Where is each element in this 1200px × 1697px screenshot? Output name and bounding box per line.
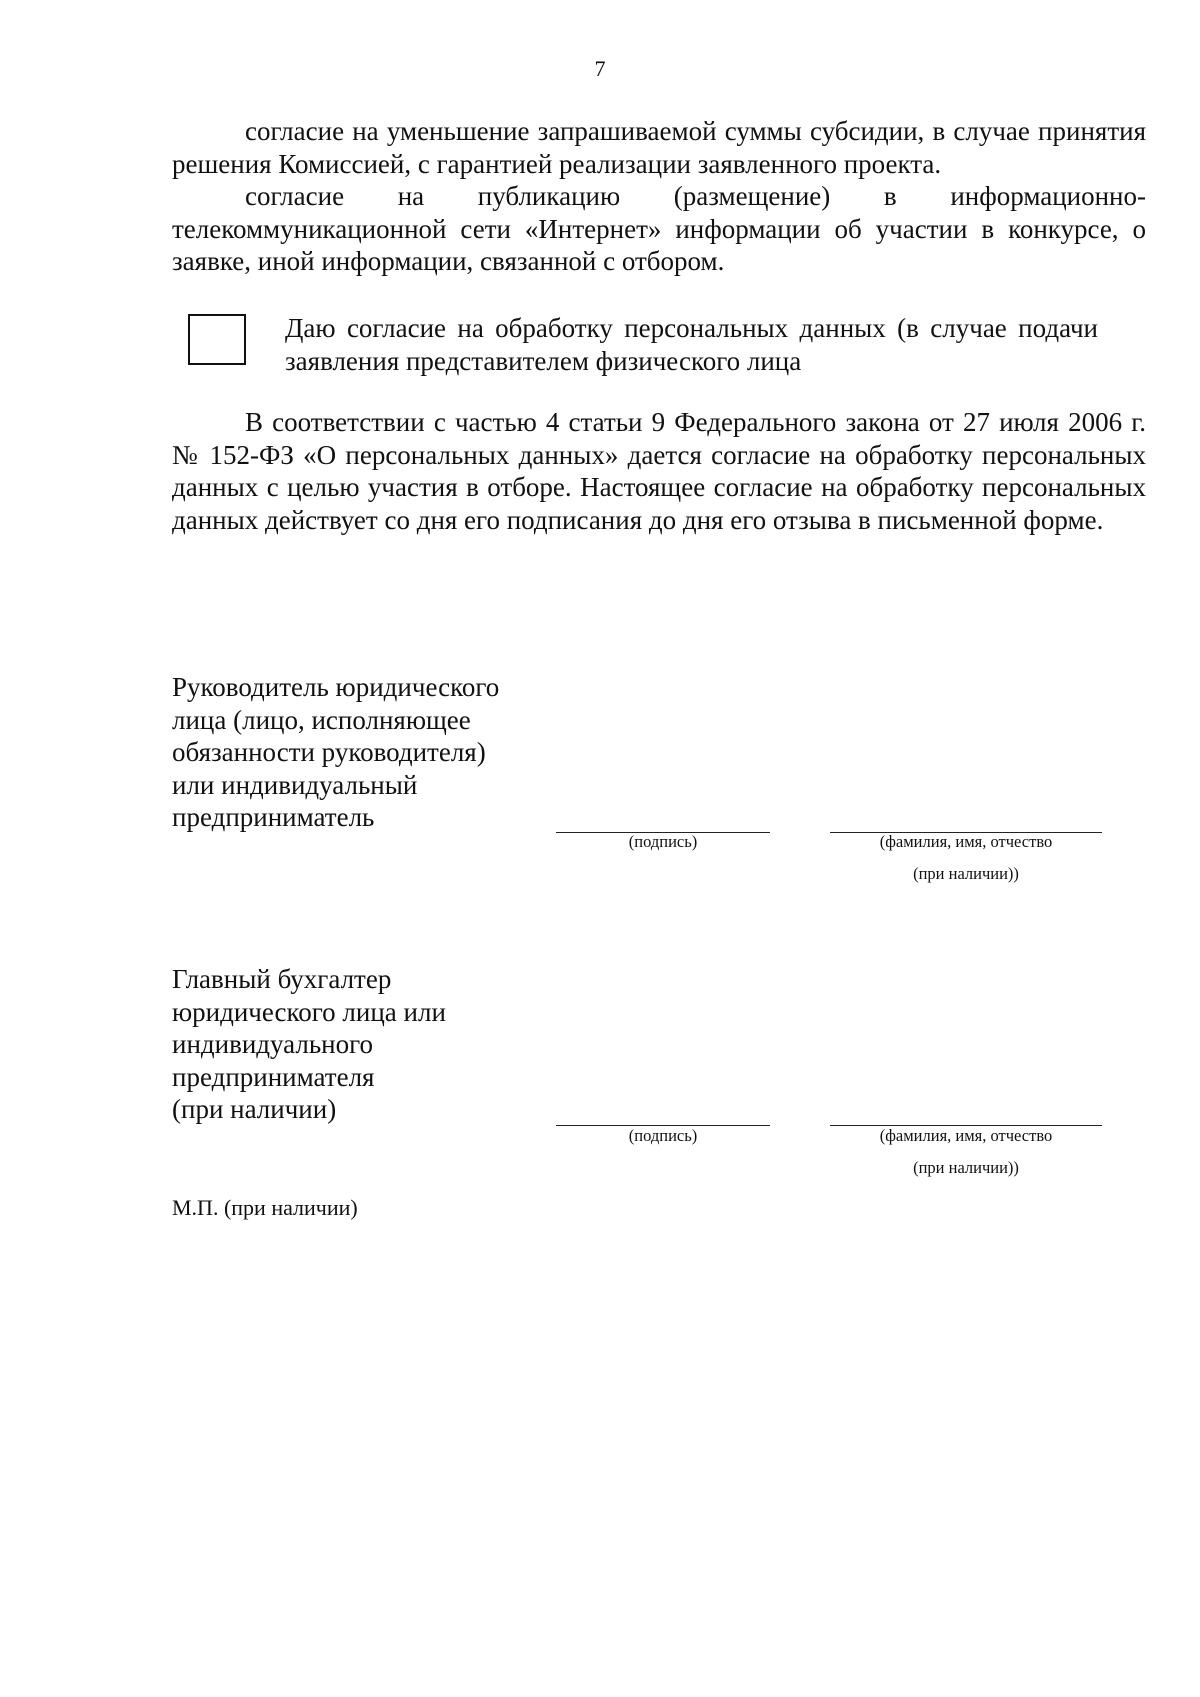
personal-data-consent-text xyxy=(172,406,1146,536)
role-line: юридического лица или xyxy=(172,996,446,1027)
stamp-label: М.П. (при наличии) xyxy=(172,1195,358,1220)
role-line: предпринимателя xyxy=(172,1061,375,1092)
head-signature-caption: (подпись) xyxy=(628,832,698,851)
head-signatory-role xyxy=(172,671,542,834)
role-line: индивидуального xyxy=(172,1029,374,1059)
accountant-signature-caption: (подпись) xyxy=(628,1126,698,1145)
accountant-name-caption: (фамилия, имя, отчество xyxy=(879,1126,1053,1145)
accountant-signatory-role xyxy=(172,963,542,1126)
consent-checkbox-label: Даю согласие на обработку персональных данных (в случае подачи заявления представителем физического лица xyxy=(285,313,1098,376)
role-line: или индивидуальный xyxy=(172,769,418,800)
role-line: лица (лицо, исполняющее xyxy=(172,704,471,735)
accountant-name-caption-optional: (при наличии)) xyxy=(913,1158,1019,1177)
role-line: обязанности руководителя) xyxy=(172,737,486,767)
role-line: (при наличии) xyxy=(172,1094,337,1124)
intro-paragraph-reduction: согласие на уменьшение запрашиваемой суммы субсидии, в случае принятия решения Комиссией, с гарантией реализации заявленного проекта. xyxy=(172,116,1146,179)
role-line: Главный бухгалтер xyxy=(172,964,392,994)
role-line: Руководитель юридического xyxy=(172,672,500,702)
consent-checkbox-row xyxy=(188,312,1098,392)
intro-text xyxy=(172,115,1146,278)
consent-checkbox[interactable] xyxy=(188,314,246,365)
role-line: предприниматель xyxy=(172,802,375,832)
page-number: 7 xyxy=(594,56,606,81)
head-name-caption: (фамилия, имя, отчество xyxy=(879,832,1053,851)
head-name-caption-optional: (при наличии)) xyxy=(913,864,1019,883)
personal-data-consent-paragraph: В соответствии с частью 4 статьи 9 Федерального закона от 27 июля 2006 г. № 152-ФЗ «О персональных данных» дается согласие на обработку персональных данных с целью участия в отборе. Настоящее согласие на обработку персональных данных действует со дня его подписания до дня его отзыва в письменной форме. xyxy=(172,407,1146,535)
intro-paragraph-publication: согласие на публикацию (размещение) в информационно-телекоммуникационной сети «Интернет» информации об участии в конкурсе, о заявке, иной информации, связанной с отбором. xyxy=(172,181,1146,276)
